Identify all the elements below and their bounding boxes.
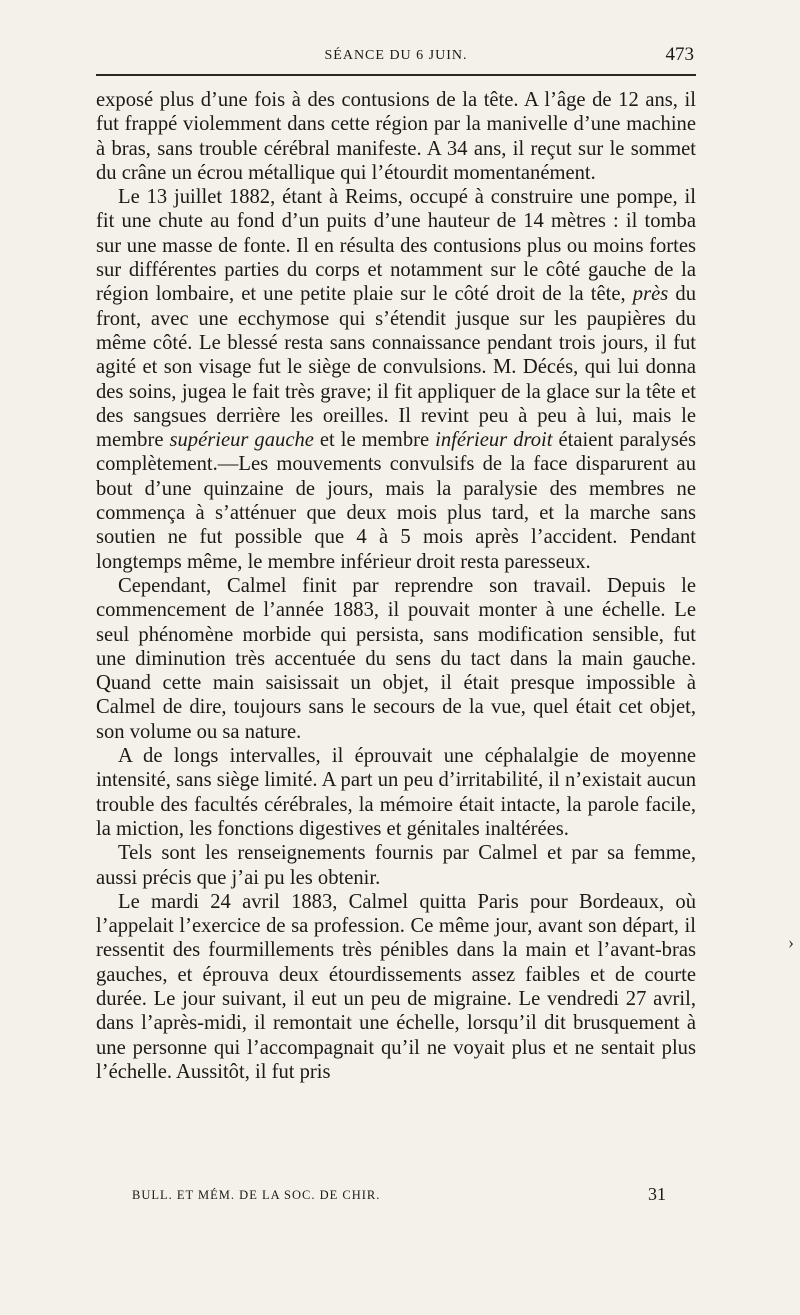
text-run: Cependant, Calmel finit par reprendre son travail. Depuis le commencement de l’année 1883, il pouvait monter à une échelle. Le seul phénomène morbide qui persista, sans modification sensible, fut une diminution très accentuée du sens du tact dans la main gauche. Quand cette main saisissait un objet, il était presque impossible à Calmel de dire, toujours sans le secours de la vue, quel était cet objet, son volume ou sa nature. bbox=[96, 574, 696, 743]
text-run: et le membre bbox=[313, 429, 436, 452]
body-text bbox=[96, 88, 696, 1084]
paragraph bbox=[96, 88, 696, 185]
running-head: SÉANCE DU 6 JUIN. bbox=[324, 48, 468, 63]
page-footer bbox=[96, 1184, 696, 1210]
italic-text: supérieur gauche bbox=[169, 429, 314, 452]
text-run: A de longs intervalles, il éprouvait une céphalalgie de moyenne intensité, sans siège limité. A part un peu d’irritabilité, il n’existait aucun trouble des facultés cérébrales, la mémoire était intacte, la parole facile, la miction, les fonctions digestives et génitales inaltérées. bbox=[96, 745, 696, 840]
page-header bbox=[96, 44, 696, 72]
text-run: Tels sont les renseignements fournis par Calmel et par sa femme, aussi précis que j’ai pu les obtenir. bbox=[96, 842, 696, 889]
footer-sheet-number: 31 bbox=[648, 1184, 666, 1204]
header-rule bbox=[96, 74, 696, 76]
text-run: étaient paralysés complètement.—Les mouvements convulsifs de la face disparurent au bout d’une quinzaine de jours, mais la paralysie des membres ne commença à s’atténuer que deux mois plus tard, et la marche sans soutien ne fut possible que 4 à 5 mois après l’accident. Pendant longtemps même, le membre inférieur droit resta paresseux. bbox=[96, 429, 696, 573]
margin-mark: › bbox=[788, 932, 794, 952]
italic-text: près bbox=[632, 283, 669, 306]
text-run: du front, avec une ecchymose qui s’étendit jusque sur les paupières du même côté. Le blessé resta sans connaissance pendant trois jours, il fut agité et son visage fut le siège de convulsions. M. Décés, qui lui donna des soins, jugea le fait très grave; il fit appliquer de la glace sur la tête et des sangsues derrière les oreilles. Il revint peu à peu à lui, mais le membre bbox=[96, 283, 697, 452]
text-run: Le mardi 24 avril 1883, Calmel quitta Paris pour Bordeaux, où l’appelait l’exercice de sa profession. Ce même jour, avant son départ, il ressentit des fourmillements très pénibles dans la main et l’avant-bras gauches, et éprouva deux étourdissements assez faibles et de courte durée. Le jour suivant, il eut un peu de migraine. Le vendredi 27 avril, dans l’après-midi, il remontait une échelle, lorsqu’il dit brusquement à une personne qui l’accompagnait qu’il ne voyait plus et ne sentait plus l’échelle. Aussitôt, il fut pris bbox=[96, 890, 696, 1083]
text-run: exposé plus d’une fois à des contusions de la tête. A l’âge de 12 ans, il fut frappé violemment dans cette région par la manivelle d’une machine à bras, sans trouble cérébral manifeste. A 34 ans, il reçut sur le sommet du crâne un écrou métallique qui l’étourdit momentanément. bbox=[96, 89, 696, 184]
paragraph bbox=[96, 574, 696, 744]
paragraph bbox=[96, 744, 696, 841]
paragraph bbox=[96, 841, 696, 890]
page-number: 473 bbox=[665, 44, 694, 65]
italic-text: inférieur droit bbox=[435, 429, 553, 452]
footer-signature: BULL. ET MÉM. DE LA SOC. DE CHIR. bbox=[132, 1188, 381, 1202]
paragraph bbox=[96, 185, 696, 574]
paragraph bbox=[96, 890, 696, 1084]
text-run: Le 13 juillet 1882, étant à Reims, occupé à construire une pompe, il fit une chute au fond d’un puits d’une hauteur de 14 mètres : il tomba sur une masse de fonte. Il en résulta des contusions plus ou moins fortes sur différentes parties du corps et notamment sur le côté gauche de la région lombaire, et une petite plaie sur le côté droit de la tête, bbox=[96, 186, 696, 306]
